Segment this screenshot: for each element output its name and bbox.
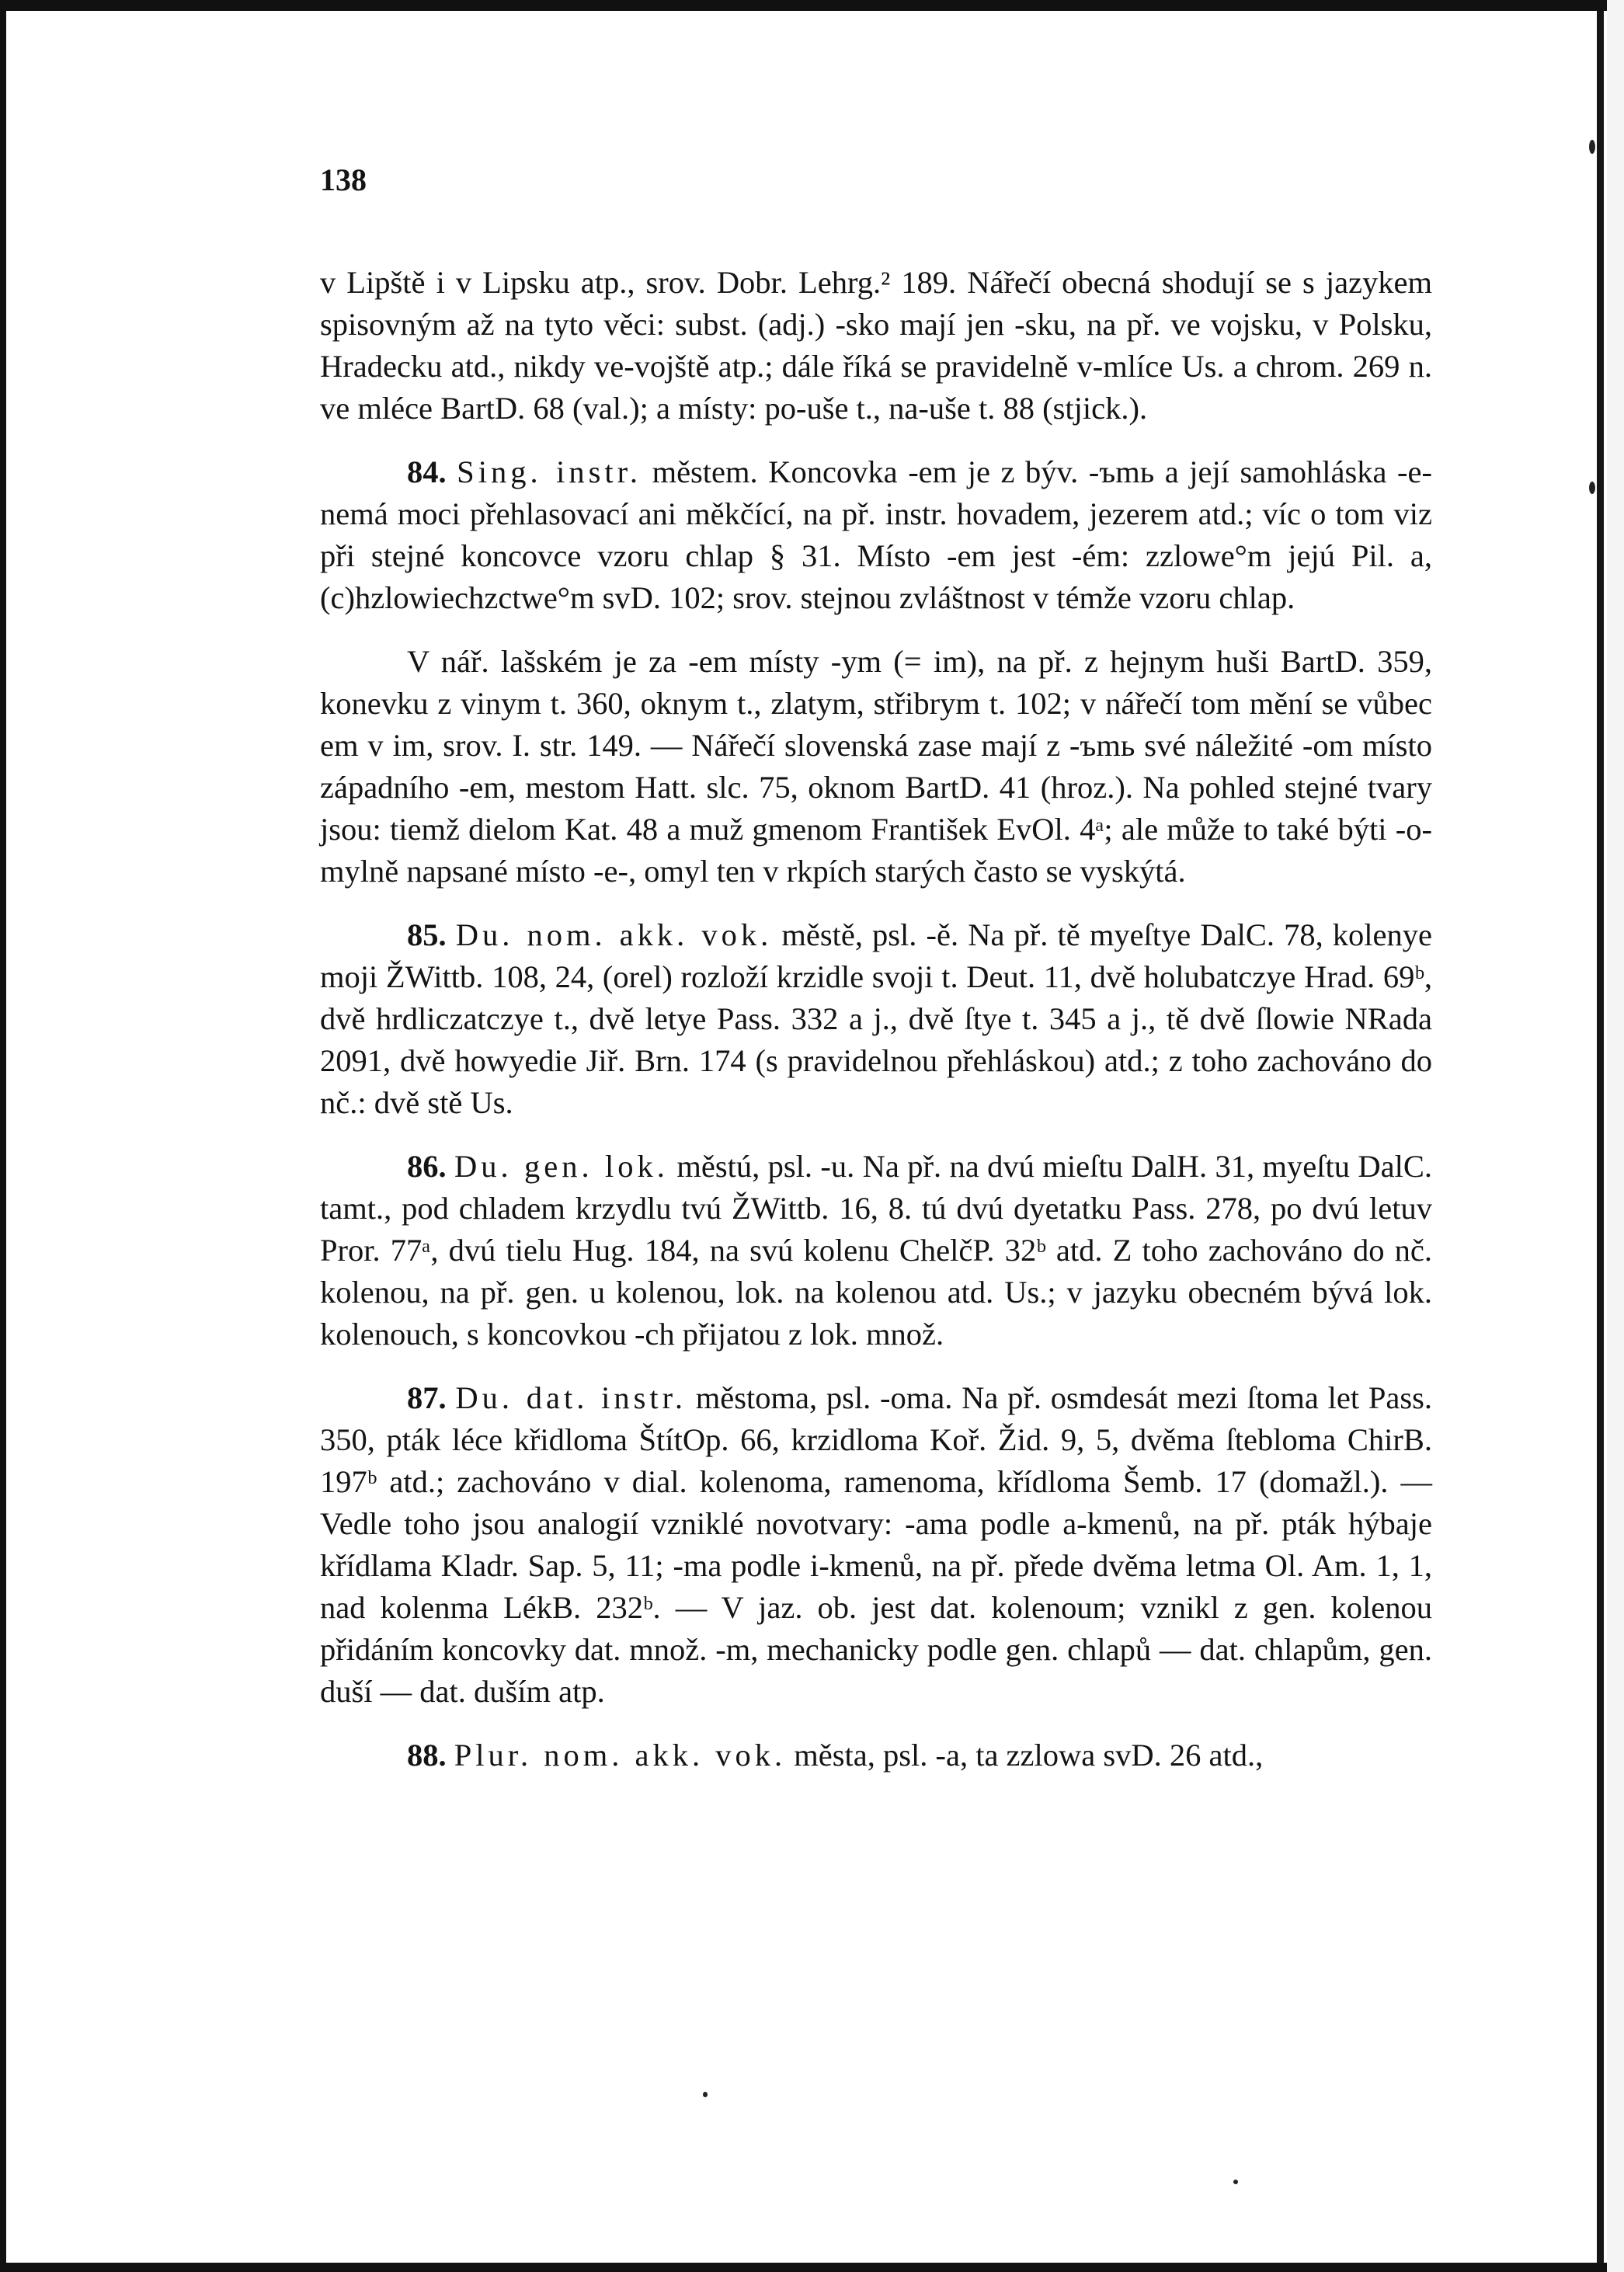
scan-border-bottom xyxy=(0,2263,1624,2272)
paragraph-88 xyxy=(320,1734,1432,1776)
paragraph-text: městoma, psl. -oma. Na př. osmdesát mezi ſtoma let Pass. 350, pták léce křidloma ŠtítOp. 66, krzidloma Koř. Žid. 9, 5, dvěma ſtebloma ChirB. 197ᵇ atd.; zachováno v dial. kolenoma, ramenoma, křídloma Šemb. 17 (domažl.). — Vedle toho jsou analogií vzniklé novotvary: -ama podle a-kmenů, na př. pták hýbaje křídlama Kladr. Sap. 5, 11; -ma podle i-kmenů, na př. přede dvěma letma Ol. Am. 1, 1, nad kolenma LékB. 232ᵇ. — V jaz. ob. jest dat. kolenoum; vznikl z gen. kolenou přidáním koncovky dat. množ. -m, mechanicky podle gen. chlapů — dat. chlapům, gen. duší — dat. duším atp. xyxy=(320,1380,1433,1709)
paragraph-text: městú, psl. -u. Na př. na dvú mieſtu DalH. 31, myeſtu DalC. tamt., pod chladem krzydlu tvú ŽWittb. 16, 8. tú dvú dyetatku Pass. 278, po dvú letuv Pror. 77ᵃ, dvú tielu Hug. 184, na svú kolenu ChelčP. 32ᵇ atd. Z toho zachováno do nč. kolenou, na př. gen. u kolenou, lok. na kolenou atd. Us.; v jazyku obecném bývá lok. kolenouch, s koncovkou -ch přijatou z lok. množ. xyxy=(320,1149,1432,1352)
paragraph-85 xyxy=(320,914,1432,1124)
page-number: 138 xyxy=(320,162,367,197)
paragraph-86 xyxy=(320,1146,1432,1355)
scan-border-top xyxy=(0,0,1624,11)
section-number: 85. xyxy=(407,917,447,952)
section-heading: Plur. nom. akk. vok. xyxy=(454,1738,787,1773)
section-number: 87. xyxy=(407,1380,447,1415)
paragraph-text: V nář. lašském je za -em místy -ym (= im), na př. z hejnym huši BartD. 359, konevku z vinym t. 360, oknym t., zlatym, střibrym t. 102; v nářečí tom mění se vůbec em v im, srov. I. str. 149. — Nářečí slovenská zase mají z -ъmь své náležité -om místo západního -em, mestom Hatt. slc. 75, oknom BartD. 41 (hroz.). Na pohled stejné tvary jsou: tiemž dielom Kat. 48 a muž gmenom František EvOl. 4ᵃ; ale může to také býti -o- mylně napsané místo -e-, omyl ten v rkpích starých často se vyskýtá. xyxy=(320,644,1432,889)
scan-border-left xyxy=(0,0,6,2272)
paragraph-87 xyxy=(320,1377,1432,1713)
scan-speck xyxy=(1589,140,1595,154)
scan-speck xyxy=(1589,482,1595,494)
scan-speck xyxy=(703,2092,708,2097)
section-heading: Du. nom. akk. vok. xyxy=(455,917,773,952)
page-edge-line xyxy=(1597,11,1604,2263)
scan-border-right xyxy=(1607,0,1624,2272)
paragraph-84-continued xyxy=(320,641,1432,892)
paragraph-text: v Lipště i v Lipsku atp., srov. Dobr. Lehrg.² 189. Nářečí obecná shodují se s jazykem spisovným až na tyto věci: subst. (adj.) -sko mají jen -sku, na př. ve vojsku, v Polsku, Hradecku atd., nikdy ve-vojště atp.; dále říká se pravidelně v-mlíce Us. a chrom. 269 n. ve mléce BartD. 68 (val.); a místy: po-uše t., na-uše t. 88 (stjick.). xyxy=(320,265,1432,426)
paragraph-text: městem. Koncovka -em je z býv. -ъmь a její samohláska -e- nemá moci přehlasovací ani měkčící, na př. instr. hovadem, jezerem atd.; víc o tom viz při stejné koncovce vzoru chlap § 31. Místo -em jest -ém: zzlowe°m jejú Pil. a, (c)hzlowiechzctwe°m svD. 102; srov. stejnou zvláštnost v témže vzoru chlap. xyxy=(320,454,1432,615)
section-heading: Du. dat. instr. xyxy=(455,1380,687,1415)
section-heading: Sing. instr. xyxy=(457,454,642,489)
section-heading: Du. gen. lok. xyxy=(454,1149,669,1184)
paragraph-84 xyxy=(320,451,1432,619)
section-number: 84. xyxy=(407,454,447,489)
section-number: 88. xyxy=(407,1738,447,1773)
paragraph-intro xyxy=(320,262,1432,430)
paragraph-text: městě, psl. -ě. Na př. tě myeſtye DalC. 78, kolenye moji ŽWittb. 108, 24, (orel) rozloží krzidle svoji t. Deut. 11, dvě holubatczye Hrad. 69ᵇ, dvě hrdliczatczye t., dvě letye Pass. 332 a j., dvě ſtye t. 345 a j., tě dvě ſlowie NRada 2091, dvě howyedie Jiř. Brn. 174 (s pravidelnou přehláskou) atd.; z toho zachováno do nč.: dvě stě Us. xyxy=(320,917,1433,1120)
scan-speck xyxy=(1233,2180,1238,2184)
section-number: 86. xyxy=(407,1149,447,1184)
page-text-block xyxy=(320,159,1432,1776)
paragraph-text: města, psl. -a, ta zzlowa svD. 26 atd., xyxy=(794,1738,1264,1773)
